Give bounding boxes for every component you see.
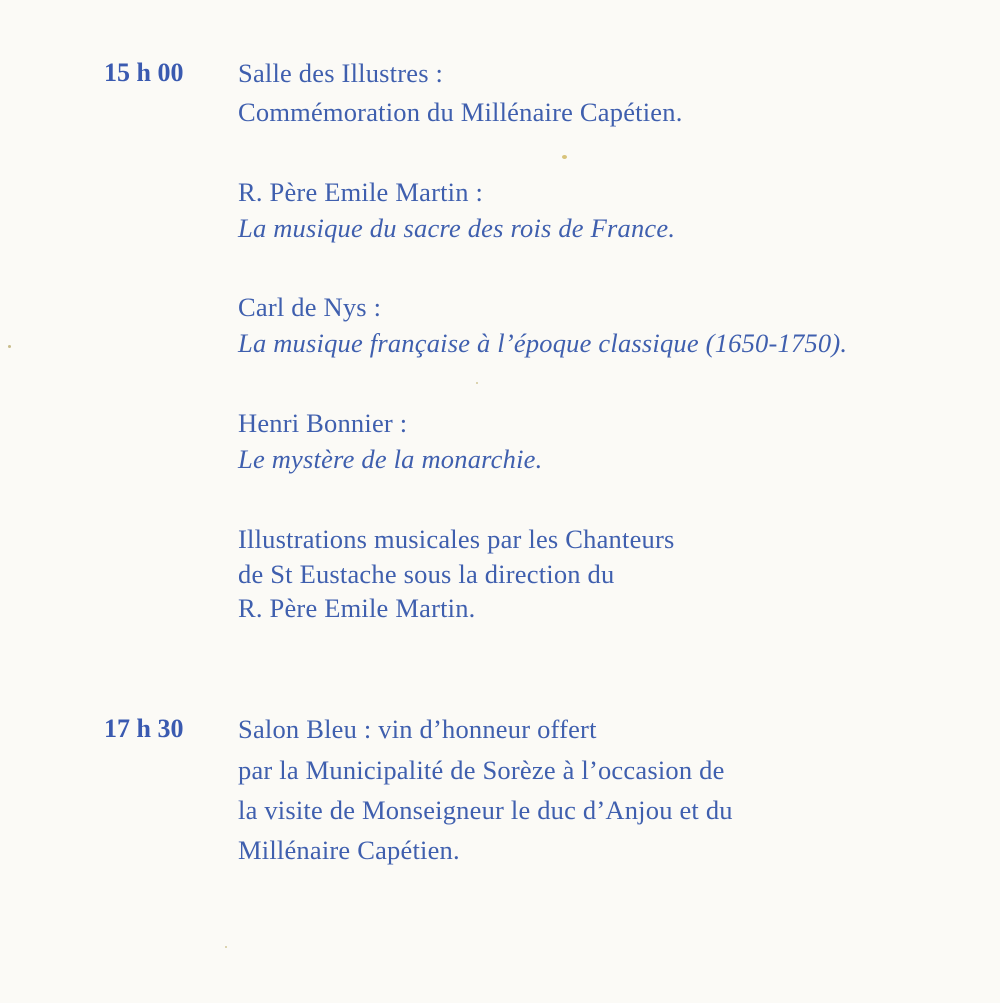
reception-line: Millénaire Capétien. (238, 835, 460, 865)
venue-line: Salle des Illustres : (238, 58, 444, 88)
illustrations-line: Illustrations musicales par les Chanteurs (238, 524, 675, 554)
illustrations-line: de St Eustache sous la direction du (238, 559, 615, 589)
paper-speck (476, 382, 478, 384)
speaker-name: Carl de Nys : (238, 292, 382, 322)
speaker-name: Henri Bonnier : (238, 408, 408, 438)
reception-line: la visite de Monseigneur le duc d’Anjou et du (238, 795, 733, 825)
talk-title: La musique du sacre des rois de France. (238, 213, 676, 243)
speaker-name: R. Père Emile Martin : (238, 177, 484, 207)
paper-speck (225, 946, 227, 948)
time-label: 15 h 00 (104, 58, 184, 87)
time-label: 17 h 30 (104, 714, 184, 743)
talk-title: Le mystère de la monarchie. (238, 444, 543, 474)
event-title-line: Commémoration du Millénaire Capétien. (238, 97, 683, 127)
reception-line: Salon Bleu : vin d’honneur offert (238, 714, 597, 744)
paper-speck (8, 345, 11, 348)
talk-title: La musique française à l’époque classique (1650-1750). (238, 328, 848, 358)
reception-line: par la Municipalité de Sorèze à l’occasion de (238, 755, 725, 785)
paper-speck (562, 155, 567, 159)
illustrations-line: R. Père Emile Martin. (238, 593, 476, 623)
